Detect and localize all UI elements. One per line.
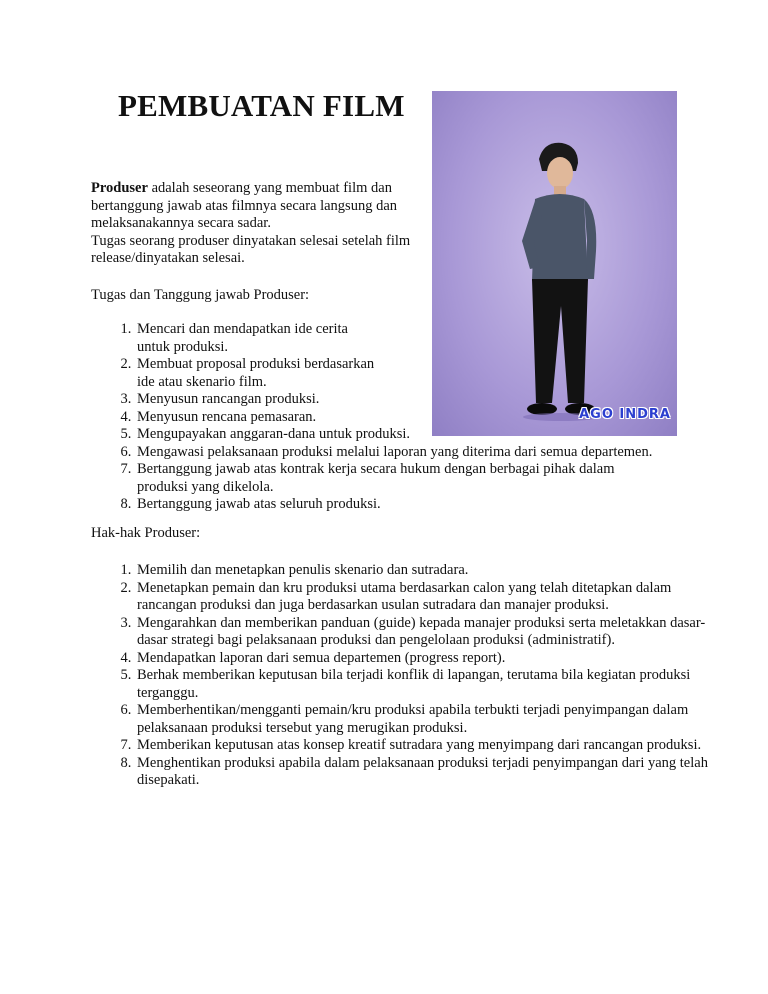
list-item: 8. Menghentikan produksi apabila dalam pelaksanaan produksi terjadi penyimpangan dari yang telah disepakati. xyxy=(135,755,725,790)
rights-list xyxy=(91,562,725,790)
list-item: 2. Membuat proposal produksi berdasarkan ide atau skenario film. xyxy=(135,356,377,391)
list-item: 2. Menetapkan pemain dan kru produksi utama berdasarkan calon yang telah ditetapkan dalam rancangan produksi dan juga berdasarkan usulan sutradara dan manajer produksi. xyxy=(135,580,725,615)
list-item: 1. Memilih dan menetapkan penulis skenario dan sutradara. xyxy=(135,562,725,580)
page-title: PEMBUATAN FILM xyxy=(118,88,405,123)
producer-completion-note: Tugas seorang produser dinyatakan selesai setelah film release/dinyatakan selesai. xyxy=(91,232,411,266)
term-produser: Produser xyxy=(91,180,148,196)
list-item: 7. Bertanggung jawab atas kontrak kerja secara hukum dengan berbagai pihak dalam produksi yang dikelola. xyxy=(135,461,637,496)
list-item: 8. Bertanggung jawab atas seluruh produksi. xyxy=(135,496,725,514)
duties-list xyxy=(91,321,725,514)
list-item: 7. Memberikan keputusan atas konsep kreatif sutradara yang menyimpang dari rancangan produksi. xyxy=(135,737,725,755)
intro-paragraph xyxy=(91,180,421,268)
list-item: 4. Mendapatkan laporan dari semua departemen (progress report). xyxy=(135,650,725,668)
list-item: 4. Menyusun rencana pemasaran. xyxy=(135,409,725,427)
list-item: 6. Mengawasi pelaksanaan produksi melalui laporan yang diterima dari semua departemen. xyxy=(135,444,725,462)
list-item: 3. Menyusun rancangan produksi. xyxy=(135,391,725,409)
list-item: 6. Memberhentikan/mengganti pemain/kru produksi apabila terbukti terjadi penyimpangan dalam pelaksanaan produksi tersebut yang merugikan produksi. xyxy=(135,702,725,737)
list-item: 1. Mencari dan mendapatkan ide cerita untuk produksi. xyxy=(135,321,377,356)
list-item: 3. Mengarahkan dan memberikan panduan (guide) kepada manajer produksi serta meletakkan dasar-dasar strategi bagi pelaksanaan produksi dan pengelolaan produksi (administratif). xyxy=(135,615,725,650)
producer-definition xyxy=(91,180,421,233)
list-item: 5. Mengupayakan anggaran-dana untuk produksi. xyxy=(135,426,725,444)
photo-watermark: AGO INDRA xyxy=(579,407,671,422)
rights-heading: Hak-hak Produser: xyxy=(91,525,201,541)
duties-heading: Tugas dan Tanggung jawab Produser: xyxy=(91,287,310,303)
definition-text: adalah seseorang yang membuat film dan bertanggung jawab atas filmnya secara langsung dan melaksanakannya secara sadar. xyxy=(91,180,398,231)
list-item: 5. Berhak memberikan keputusan bila terjadi konflik di lapangan, terutama bila kegiatan produksi terganggu. xyxy=(135,667,725,702)
